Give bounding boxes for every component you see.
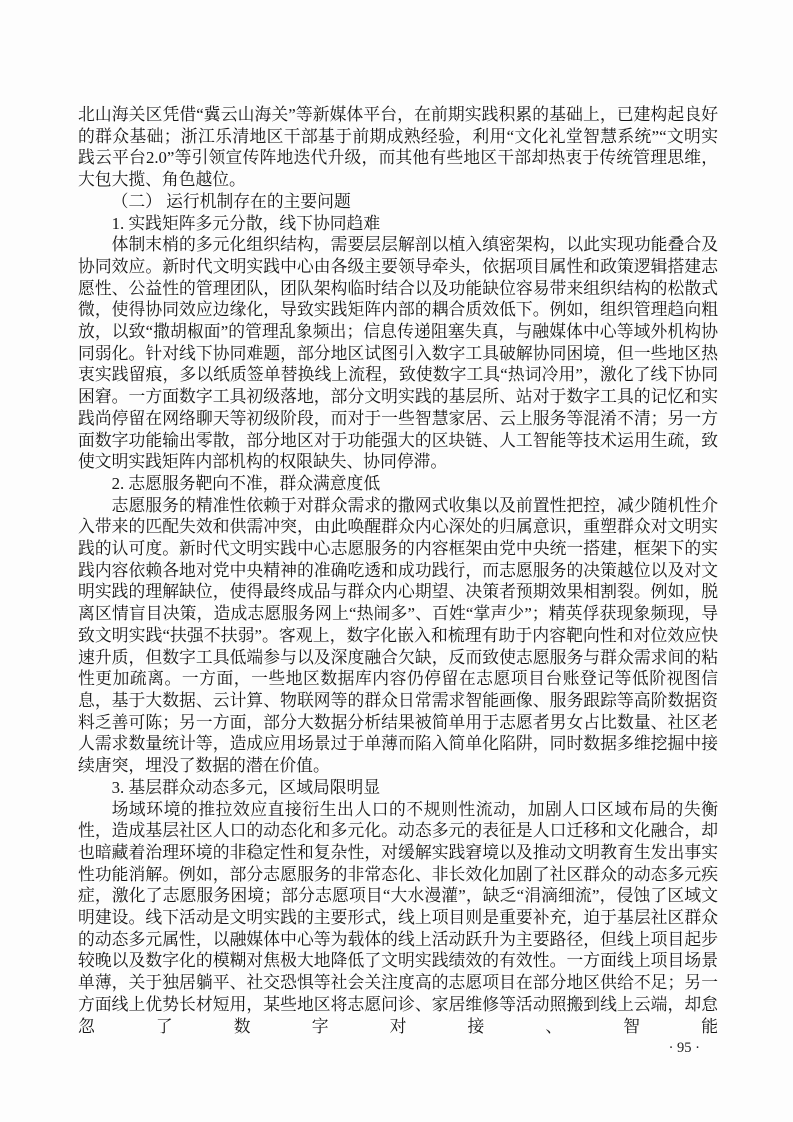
paragraph-body-2: 志愿服务的精准性依赖于对群众需求的撒网式收集以及前置性把控，减少随机性介入带来的匹配失效和供需冲突，由此唤醒群众内心深处的归属意识，重塑群众对文明实践的认可度。新时代文明实践中心志愿服务的内容框架由党中央统一搭建，框架下的实践内容依赖各地对党中央精神的准确吃透和成功践行，而志愿服务的决策越位以及对文明实践的理解缺位，使得最终成品与群众内心期望、决策者预期效果相割裂。例如，脱离区情盲目决策，造成志愿服务网上“热闹多”、百姓“掌声少”；精英俘获现象频现，导致文明实践“扶强不扶弱”。客观上，数字化嵌入和梳理有助于内容靶向性和对位效应快速升质，但数字工具低端参与以及深度融合欠缺，反而致使志愿服务与群众需求间的粘性更加疏离。一方面，一些地区数据库内容仍停留在志愿项目台账登记等低阶视图信息，基于大数据、云计算、物联网等的群众日常需求智能画像、服务跟踪等高阶数据资料乏善可陈；另一方面，部分大数据分析结果被简单用于志愿者男女占比数量、社区老人需求数量统计等，造成应用场景过于单薄而陷入简单化陷阱，同时数据多维挖掘中接续唐突，埋没了数据的潜在价值。 [78, 495, 718, 776]
subsection-heading-3: 3. 基层群众动态多元，区域局限明显 [111, 777, 381, 797]
document-text [78, 104, 718, 1037]
paragraph-continuation: 北山海关区凭借“冀云山海关”等新媒体平台，在前期实践积累的基础上，已建构起良好的群众基础；浙江乐清地区干部基于前期成熟经验，利用“文化礼堂智慧系统”“文明实践云平台2.0”等引领宣传阵地迭代升级，而其他有些地区干部却热衷于传统管理思维，大包大揽、角色越位。 [78, 105, 718, 190]
paragraph-body-3: 场域环境的推拉效应直接衍生出人口的不规则性流动，加剧人口区域布局的失衡性，造成基层社区人口的动态化和多元化。动态多元的表征是人口迁移和文化融合，却也暗藏着治理环境的非稳定性和复杂性，对缓解实践窘境以及推动文明教育生发出事实性功能消解。例如，部分志愿服务的非常态化、非长效化加剧了社区群众的动态多元疾症，激化了志愿服务困境；部分志愿项目“大水漫灌”，缺乏“涓滴细流”，侵蚀了区域文明建设。线下活动是文明实践的主要形式，线上项目则是重要补充，迫于基层社区群众的动态多元属性，以融媒体中心等为载体的线上活动跃升为主要路径，但线上项目起步较晚以及数字化的模糊对焦极大地降低了文明实践绩效的有效性。一方面线上项目场景单薄，关于独居躺平、社交恐惧等社会关注度高的志愿项目在部分地区供给不足；另一方面线上优势长材短用，某些地区将志愿问诊、家居维修等活动照搬到线上云端，却怠忽了数字对接、智能 [78, 799, 718, 1036]
subsection-heading-1: 1. 实践矩阵多元分散，线下协同趋难 [111, 213, 381, 233]
paragraph-body-1: 体制末梢的多元化组织结构，需要层层解剖以植入缜密架构，以此实现功能叠合及协同效应。新时代文明实践中心由各级主要领导牵头，依据项目属性和政策逻辑搭建志愿性、公益性的管理团队，团队架构临时结合以及功能缺位容易带来组织结构的松散式微，使得协同效应边缘化，导致实践矩阵内部的耦合质效低下。例如，组织管理趋向粗放，以致“撒胡椒面”的管理乱象频出；信息传递阻塞失真，与融媒体中心等域外机构协同弱化。针对线下协同难题，部分地区试图引入数字工具破解协同困境，但一些地区热衷实践留痕，多以纸质签单替换线上流程，致使数字工具“热词冷用”，激化了线下协同困窘。一方面数字工具初级落地，部分文明实践的基层所、站对于数字工具的记忆和实践尚停留在网络聊天等初级阶段，而对于一些智慧家居、云上服务等混淆不清；另一方面数字功能输出零散，部分地区对于功能强大的区块链、人工智能等技术运用生疏，致使文明实践矩阵内部机构的权限缺失、协同停滞。 [78, 235, 718, 472]
page-number: · 95 · [668, 1040, 700, 1057]
section-heading-2: （二） 运行机制存在的主要问题 [111, 191, 351, 211]
subsection-heading-2: 2. 志愿服务靶向不准，群众满意度低 [111, 473, 381, 493]
